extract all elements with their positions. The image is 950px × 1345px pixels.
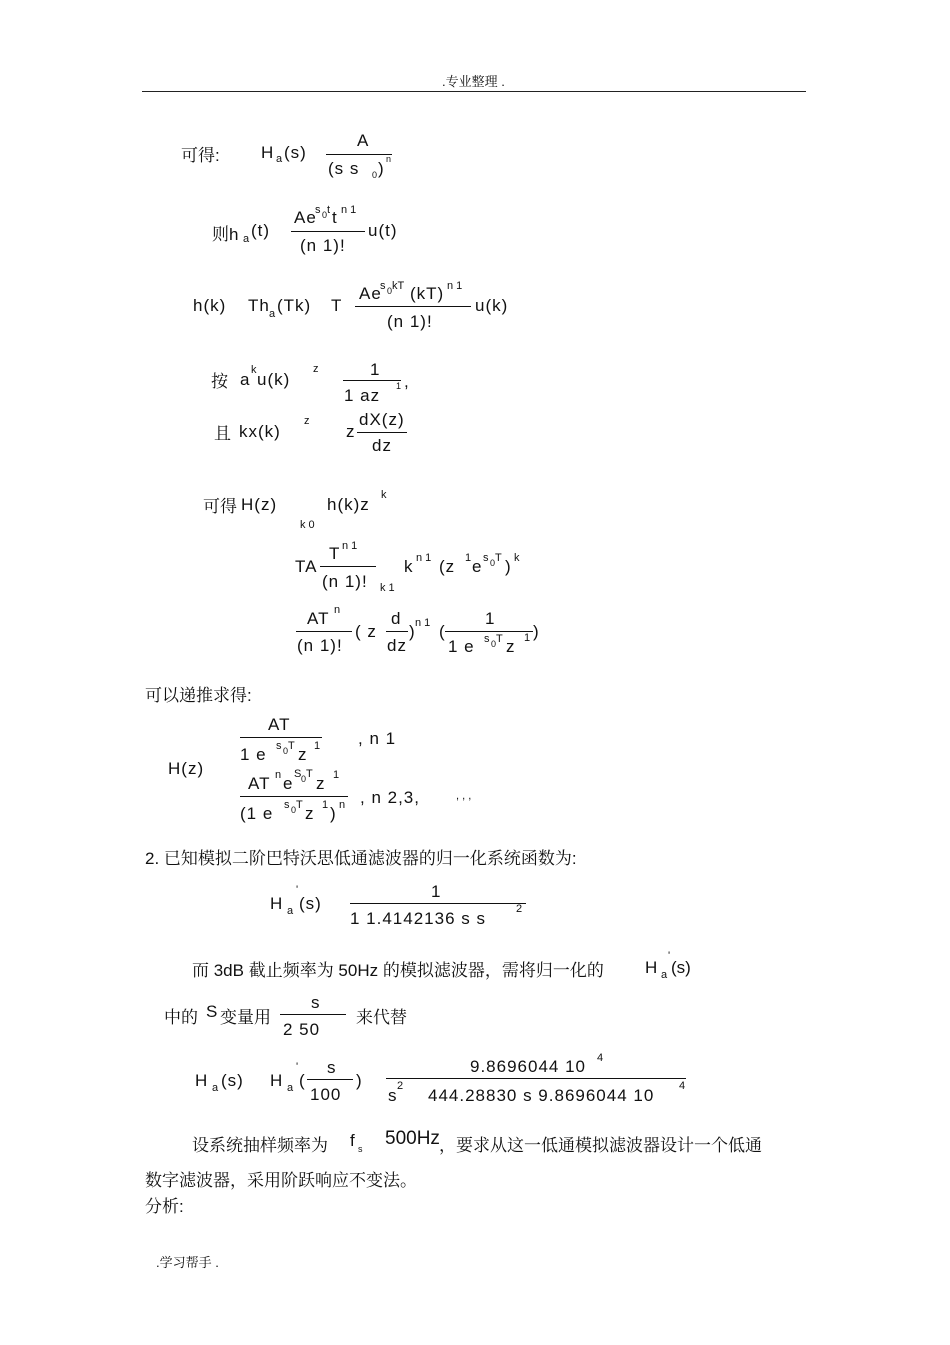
eq4-den-sup: 1 xyxy=(396,381,402,391)
eq1-fraction-bar xyxy=(326,154,392,155)
para5-p1: 设系统抽样频率为 xyxy=(192,1136,328,1155)
eq9-case1-num: AT xyxy=(268,715,291,734)
eq9-case1-fraction-bar xyxy=(240,737,322,738)
paragraph-method: 数字滤波器，采用阶跃响应不变法。 xyxy=(145,1171,417,1190)
eq8-num2: 1 xyxy=(485,609,496,628)
eq11-lsub: a xyxy=(212,1082,219,1094)
eq11-lhs: H xyxy=(195,1071,209,1090)
eq2-num-t: t xyxy=(332,208,338,227)
eq2-fraction-bar xyxy=(291,231,365,232)
eq2-num: Ae xyxy=(294,208,317,227)
eq7-num: T xyxy=(329,544,341,563)
eq3-fraction-bar xyxy=(355,306,471,307)
eq9-case1-den-supT: T xyxy=(288,740,295,752)
eq7-fraction-bar xyxy=(320,566,376,567)
eq3-num-sup-k: kT xyxy=(392,280,405,292)
eq8-fraction-bar xyxy=(296,631,352,632)
para3-hsub: a xyxy=(661,969,668,981)
eq8-den2: 1 e xyxy=(448,637,475,656)
para4-p3: 来代替 xyxy=(356,1008,407,1027)
eq2-den: (n 1)! xyxy=(300,236,346,255)
eq8-fraction-bar-2 xyxy=(445,631,533,632)
eq9-case2-num: AT xyxy=(248,774,271,793)
eq10-den: 1 1.4142136 s s xyxy=(350,909,486,928)
eq7-den: (n 1)! xyxy=(322,572,368,591)
eq10-num: 1 xyxy=(431,882,442,901)
eq5-den: dz xyxy=(372,436,392,455)
eq8-den2-sup-sub: 0 xyxy=(491,639,497,649)
eq11-fraction-bar xyxy=(386,1078,686,1079)
eq2-num-sup2: n 1 xyxy=(341,204,357,216)
eq1-sub: a xyxy=(276,153,283,165)
eq1-den-sub: 0 xyxy=(372,170,378,180)
eq3-mid: Th xyxy=(248,296,270,315)
eq9-case1-den-z: z xyxy=(298,745,308,764)
eq7-body-sup: n 1 xyxy=(416,552,432,564)
para4-s: S xyxy=(206,1002,219,1021)
eq9-case1-cond: , n 1 xyxy=(358,729,397,748)
eq7-sum-limit: k 1 xyxy=(380,582,395,594)
eq1-lhs: H xyxy=(261,143,275,162)
para5-f: f xyxy=(350,1131,356,1150)
eq11-num: 9.8696044 10 xyxy=(470,1057,586,1076)
eq11-mclose: ) xyxy=(356,1071,363,1090)
eq5-label: 且 xyxy=(214,424,231,443)
paragraph-analysis: 分析: xyxy=(145,1197,184,1216)
eq7-body2: (z xyxy=(439,557,456,576)
eq11-num-sup: 4 xyxy=(597,1052,604,1064)
eq11-mprime: ' xyxy=(296,1061,299,1073)
eq8-den2-zsup: 1 xyxy=(524,632,531,644)
eq9-case2-cond: , n 2,3, xyxy=(360,788,420,807)
eq3-num-sup2: n 1 xyxy=(447,280,463,292)
para3-h: H xyxy=(645,958,659,977)
header-rule xyxy=(142,91,806,92)
eq5-transform-z: z xyxy=(304,415,310,427)
eq6-lhs: H(z) xyxy=(241,495,278,514)
eq9-case2-den-supT: T xyxy=(296,799,303,811)
eq8-den2-supT: T xyxy=(496,633,503,645)
eq9-case2-num-zsup: 1 xyxy=(333,769,340,781)
eq8-mid-sup: n 1 xyxy=(415,617,431,629)
eq6-rhs: h(k)z xyxy=(327,495,370,514)
eq1-label: 可得: xyxy=(181,146,220,165)
para5-p2: ，要求从这一低通模拟滤波器设计一个低通 xyxy=(439,1136,762,1155)
eq9-case2-num-z: z xyxy=(316,774,326,793)
eq10-sub: a xyxy=(287,905,294,917)
eq10-fraction-bar xyxy=(350,903,526,904)
eq8-close2: ) xyxy=(533,622,540,641)
eq6-sum-limit: k 0 xyxy=(300,519,315,531)
eq9-case2-den-closesup: n xyxy=(339,799,346,811)
eq2-label: 则h xyxy=(212,225,239,244)
eq11-mnum: s xyxy=(327,1058,337,1077)
eq3-lhs: h(k) xyxy=(193,296,227,315)
eq3-den: (n 1)! xyxy=(387,312,433,331)
eq8-mid: ( z xyxy=(355,622,377,641)
eq9-case2-den-z: z xyxy=(305,804,315,823)
eq9-case2-dots: , , , xyxy=(456,790,472,802)
eq9-case1-den-zsup: 1 xyxy=(314,740,321,752)
eq9-lhs: H(z) xyxy=(168,759,205,778)
eq9-case2-num-esup: S xyxy=(294,768,302,780)
eq9-case2-num-sup: n xyxy=(275,769,282,781)
eq1-num: A xyxy=(357,131,370,150)
eq9-case2-num-e: e xyxy=(283,774,294,793)
eq7-pre: TA xyxy=(295,557,318,576)
eq7-close-sup: k xyxy=(514,552,520,564)
para4-p1: 中的 xyxy=(164,1008,198,1027)
eq1-den-sup: n xyxy=(386,154,392,164)
para3-harg: (s) xyxy=(671,958,691,977)
eq4-lhs-rest: u(k) xyxy=(257,370,291,389)
para4-num: s xyxy=(311,993,321,1012)
eq9-case2-den-close: ) xyxy=(330,804,337,823)
eq3-num-kT: (kT) xyxy=(410,284,445,303)
eq4-den: 1 az xyxy=(344,386,381,405)
para4-den: 2 50 xyxy=(283,1020,321,1039)
eq3-mid-sub: a xyxy=(269,308,276,320)
eq9-case1-den: 1 e xyxy=(240,745,267,764)
eq3-mid-arg: (Tk) xyxy=(277,296,312,315)
eq4-transform-z: z xyxy=(313,363,319,375)
eq7-body3-supT: T xyxy=(495,552,502,564)
page-header: .专业整理 . xyxy=(442,74,505,89)
eq4-fraction-bar xyxy=(343,380,401,381)
paragraph-problem-2: 2. 已知模拟二阶巴特沃思低通滤波器的归一化系统函数为: xyxy=(145,849,577,868)
eq11-mid: H xyxy=(270,1071,284,1090)
eq8-den2-z: z xyxy=(506,637,516,656)
eq10-lhs: H xyxy=(270,894,284,913)
paragraph-recursion-intro: 可以递推求得: xyxy=(145,686,252,705)
para3-hprime: ' xyxy=(668,950,671,962)
eq7-close: ) xyxy=(505,557,512,576)
eq7-body3: e xyxy=(472,557,483,576)
eq9-case2-den-zsup: 1 xyxy=(322,799,329,811)
eq9-case2-num-esupT: T xyxy=(306,768,313,780)
eq8-mid-den: dz xyxy=(387,636,407,655)
eq7-num-sup: n 1 xyxy=(342,540,358,552)
eq3-T: T xyxy=(331,296,343,315)
eq9-case2-fraction-bar xyxy=(240,796,348,797)
eq6-rhs-sup: k xyxy=(381,489,387,501)
eq3-num-sup: s xyxy=(380,280,386,292)
para5-fsub: s xyxy=(358,1144,363,1154)
eq8-mid-fraction-bar xyxy=(386,631,408,632)
eq7-body3-sup-sub: 0 xyxy=(490,558,496,568)
eq8-den: (n 1)! xyxy=(297,636,343,655)
eq9-case2-num-esup-sub: 0 xyxy=(301,774,307,784)
eq2-num-sup: s xyxy=(315,204,321,216)
eq11-den: 444.28830 s 9.8696044 10 xyxy=(428,1086,655,1105)
eq5-fraction-bar xyxy=(357,432,407,433)
eq6-label: 可得 xyxy=(203,497,237,516)
eq7-body: k xyxy=(404,557,414,576)
para4-p2: 变量用 xyxy=(220,1008,271,1027)
eq9-case2-den-sup-sub: 0 xyxy=(291,805,297,815)
eq11-mden: 100 xyxy=(310,1085,342,1104)
eq9-case2-den-sup: s xyxy=(284,799,290,811)
eq10-arg: (s) xyxy=(299,894,322,913)
eq4-comma: , xyxy=(404,372,410,391)
eq4-lhs-sup: k xyxy=(251,364,257,376)
eq5-lhs: kx(k) xyxy=(239,422,281,441)
eq1-den-close: ) xyxy=(378,159,385,178)
eq2-num-sup-sub: 0 xyxy=(322,210,328,220)
eq10-prime: ' xyxy=(296,884,299,896)
eq2-sub: a xyxy=(243,233,250,245)
eq3-num: Ae xyxy=(359,284,382,303)
eq8-num-sup: n xyxy=(334,604,341,616)
eq7-body3-sup: s xyxy=(483,552,489,564)
eq8-den2-sup: s xyxy=(484,633,490,645)
para3-text: 而 3dB 截止频率为 50Hz 的模拟滤波器，需将归一化的 xyxy=(192,961,604,980)
eq5-num: dX(z) xyxy=(359,410,405,429)
eq11-mopen: ( xyxy=(299,1071,306,1090)
eq1-den: (s s xyxy=(328,159,360,178)
eq9-case1-den-sup-sub: 0 xyxy=(283,746,289,756)
eq9-case2-den: (1 e xyxy=(240,804,274,823)
eq11-larg: (s) xyxy=(221,1071,244,1090)
eq2-num-sup-t: t xyxy=(327,204,331,216)
eq4-lhs: a xyxy=(240,370,251,389)
para5-val: 500Hz xyxy=(385,1128,440,1149)
eq4-label: 按 xyxy=(211,372,228,391)
eq11-mid-fraction-bar xyxy=(307,1079,353,1080)
eq10-den-sup: 2 xyxy=(516,903,523,915)
eq8-num: AT xyxy=(307,609,330,628)
eq2-tail: u(t) xyxy=(368,221,398,240)
para4-fraction-bar xyxy=(280,1014,346,1015)
eq11-msub: a xyxy=(287,1082,294,1094)
eq11-den-sup: 4 xyxy=(679,1080,686,1092)
eq8-mid-close: ) xyxy=(409,622,416,641)
eq4-num: 1 xyxy=(370,360,381,379)
page-footer: .学习帮手 . xyxy=(156,1255,219,1270)
eq11-den-ssup: 2 xyxy=(397,1080,404,1092)
eq11-den-s: s xyxy=(388,1086,398,1105)
eq1-arg: (s) xyxy=(284,143,307,162)
eq7-body2-sup: 1 xyxy=(465,552,472,564)
eq9-case1-den-sup: s xyxy=(276,740,282,752)
eq2-arg: (t) xyxy=(251,221,271,240)
eq8-open2: ( xyxy=(439,622,446,641)
eq5-pre: z xyxy=(346,422,356,441)
eq8-mid-num: d xyxy=(391,609,402,628)
eq3-tail: u(k) xyxy=(475,296,509,315)
eq3-num-sup-sub: 0 xyxy=(387,286,393,296)
